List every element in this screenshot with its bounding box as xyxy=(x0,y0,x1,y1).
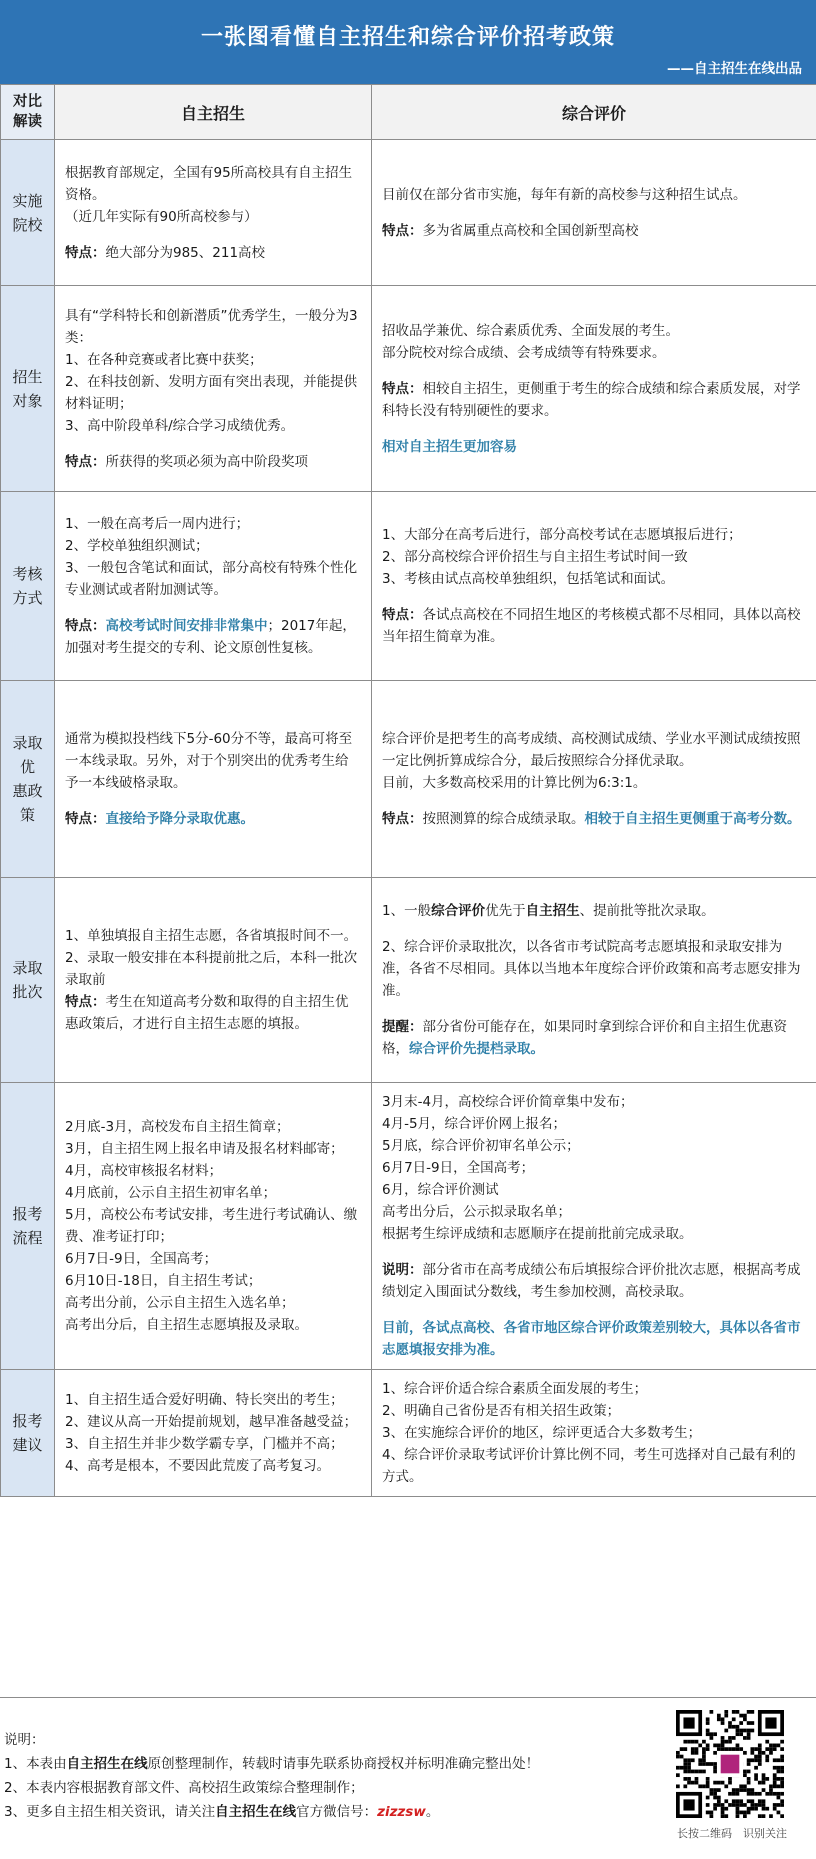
note-text: 3、更多自主招生相关资讯，请关注 xyxy=(4,1804,216,1820)
paragraph-gap xyxy=(65,601,361,615)
highlight-text: 直接给予降分录取优惠。 xyxy=(105,811,254,827)
cell-paragraph xyxy=(65,991,361,1035)
cell-left xyxy=(55,878,372,1083)
qr-code-icon[interactable] xyxy=(676,1710,784,1818)
paragraph-gap xyxy=(382,206,806,220)
feature-label: 说明： xyxy=(382,1262,423,1278)
corner-header xyxy=(1,85,55,140)
note-line xyxy=(4,1752,539,1776)
row-label-line: 建议 xyxy=(12,1436,43,1454)
highlight-text: 目前，各试点高校、各省市地区综合评价政策差别较大，具体以各省市志愿填报安排为准。 xyxy=(382,1320,801,1358)
cell-right xyxy=(372,1370,816,1497)
footer-notes xyxy=(0,1697,816,1859)
paragraph-gap xyxy=(382,922,806,936)
cell-paragraph xyxy=(382,1444,806,1488)
table-row xyxy=(1,286,816,492)
row-label xyxy=(1,1083,55,1370)
table-row xyxy=(1,140,816,286)
cell-paragraph xyxy=(65,1389,361,1411)
feature-label: 自主招生 xyxy=(525,903,580,919)
paragraph-gap xyxy=(65,228,361,242)
cell-paragraph xyxy=(65,1138,361,1160)
cell-text: 1、综合评价适合综合素质全面发展的考生； xyxy=(382,1381,648,1397)
corner-line: 对比 xyxy=(13,94,42,110)
cell-paragraph xyxy=(65,615,361,659)
cell-right xyxy=(372,140,816,286)
cell-text: 部分省市在高考成绩公布后填报综合评价批次志愿，根据高考成绩划定入围面试分数线，考生参加校测，高校录取。 xyxy=(382,1262,801,1300)
cell-text: 考生在知道高考分数和取得的自主招生优惠政策后，才进行自主招生志愿的填报。 xyxy=(65,994,349,1032)
cell-paragraph xyxy=(65,513,361,535)
cell-text: 3月末-4月，高校综合评价简章集中发布； xyxy=(382,1094,634,1110)
paragraph-gap xyxy=(382,1002,806,1016)
cell-paragraph xyxy=(382,184,806,206)
cell-paragraph xyxy=(65,1160,361,1182)
cell-right xyxy=(372,1083,816,1370)
cell-text: 1、大部分在高考后进行，部分高校考试在志愿填报后进行； xyxy=(382,527,742,543)
cell-text: 优先于 xyxy=(485,903,526,919)
cell-left xyxy=(55,681,372,878)
row-label-line: 对象 xyxy=(12,391,43,410)
table-row xyxy=(1,1370,816,1497)
cell-text: 1、单独填报自主招生志愿，各省填报时间不一。 xyxy=(65,928,358,944)
cell-paragraph xyxy=(65,451,361,473)
cell-paragraph xyxy=(65,415,361,437)
highlight-text: 高校考试时间安排非常集中 xyxy=(105,618,268,634)
cell-paragraph xyxy=(382,1223,806,1245)
note-text: 1、本表由 xyxy=(4,1756,67,1772)
cell-text: 1、一般 xyxy=(382,903,432,919)
cell-paragraph xyxy=(382,1157,806,1179)
cell-text: 通常为模拟投档线下5分-60分不等，最高可将至一本线录取。另外，对于个别突出的优秀考生给予一本线破格录取。 xyxy=(65,731,353,791)
cell-text: 1、一般在高考后一周内进行； xyxy=(65,516,250,532)
cell-paragraph xyxy=(65,162,361,206)
cell-paragraph xyxy=(382,220,806,242)
cell-paragraph xyxy=(382,1179,806,1201)
cell-paragraph xyxy=(65,206,361,228)
cell-text: 高考出分后，公示拟录取名单； xyxy=(382,1204,571,1220)
paragraph-gap xyxy=(65,437,361,451)
row-label-line: 惠政策 xyxy=(12,782,43,824)
cell-paragraph xyxy=(65,371,361,415)
cell-text: 、提前批等批次录取。 xyxy=(579,903,715,919)
row-label-line: 流程 xyxy=(12,1229,43,1247)
cell-paragraph xyxy=(382,604,806,648)
cell-text: 3、一般包含笔试和面试，部分高校有特殊个性化专业测试或者附加测试等。 xyxy=(65,560,358,598)
feature-label: 特点： xyxy=(382,380,423,397)
cell-paragraph xyxy=(65,1411,361,1433)
cell-text: 3月，自主招生网上报名申请及报名材料邮寄； xyxy=(65,1141,344,1157)
cell-text: 3、在实施综合评价的地区，综评更适合大多数考生； xyxy=(382,1425,702,1441)
cell-paragraph xyxy=(65,1455,361,1477)
row-label-line: 批次 xyxy=(12,983,43,1001)
cell-left xyxy=(55,492,372,681)
cell-text: 具有“学科特长和创新潜质”优秀学生，一般分为3类： xyxy=(65,307,358,346)
note-text: 自主招生在线 xyxy=(215,1804,297,1820)
cell-paragraph xyxy=(65,1270,361,1292)
comparison-table xyxy=(0,84,816,1497)
cell-paragraph xyxy=(65,349,361,371)
cell-paragraph xyxy=(382,378,806,422)
row-label-line: 方式 xyxy=(12,589,43,607)
cell-text: 4月，高校审核报名材料； xyxy=(65,1163,223,1179)
row-label-line: 实施 xyxy=(12,191,43,210)
cell-paragraph xyxy=(382,1113,806,1135)
cell-paragraph xyxy=(382,936,806,1002)
cell-text: 目前，大多数高校采用的计算比例为6:3:1。 xyxy=(382,775,647,791)
note-text: 。 xyxy=(425,1804,440,1820)
cell-text: 高考出分后，自主招生志愿填报及录取。 xyxy=(65,1317,308,1333)
note-line xyxy=(4,1800,539,1824)
cell-paragraph xyxy=(65,305,361,349)
feature-label: 特点： xyxy=(382,222,423,239)
page-subtitle: ——自主招生在线出品 xyxy=(667,61,802,77)
cell-paragraph xyxy=(65,925,361,947)
cell-text: 综合评价是把考生的高考成绩、高校测试成绩、学业水平测试成绩按照一定比例折算成综合分，最后按照综合分择优录取。 xyxy=(382,731,801,769)
cell-text: 2、建议从高一开始提前规划，越早准备越受益； xyxy=(65,1414,358,1430)
note-text: 自主招生在线 xyxy=(66,1756,148,1772)
table-header-row xyxy=(1,85,816,140)
row-label xyxy=(1,1370,55,1497)
cell-paragraph xyxy=(382,1317,806,1361)
paragraph-gap xyxy=(382,364,806,378)
wechat-id: zizzsw xyxy=(377,1804,426,1820)
paragraph-gap xyxy=(382,590,806,604)
row-label-line: 招生 xyxy=(12,367,43,386)
table-row xyxy=(1,878,816,1083)
cell-text: 6月7日-9日，全国高考； xyxy=(382,1160,535,1176)
cell-right xyxy=(372,492,816,681)
cell-paragraph xyxy=(65,1182,361,1204)
feature-label: 特点： xyxy=(65,453,106,470)
cell-paragraph xyxy=(65,947,361,991)
cell-paragraph xyxy=(382,1135,806,1157)
paragraph-gap xyxy=(382,1245,806,1259)
row-label-line: 报考 xyxy=(12,1412,43,1430)
note-text: 原创整理制作，转载时请事先联系协商授权并标明准确完整出处！ xyxy=(147,1756,540,1772)
row-label-line: 录取优 xyxy=(12,734,43,776)
table-row xyxy=(1,492,816,681)
row-label xyxy=(1,140,55,286)
cell-paragraph xyxy=(382,1091,806,1113)
cell-paragraph xyxy=(65,808,361,830)
row-label xyxy=(1,878,55,1083)
corner-line: 解读 xyxy=(13,114,42,130)
note-line xyxy=(4,1776,539,1800)
cell-text: 根据考生综评成绩和志愿顺序在提前批前完成录取。 xyxy=(382,1226,693,1242)
cell-paragraph xyxy=(65,728,361,794)
cell-text: 3、自主招生并非少数学霸专享，门槛并不高； xyxy=(65,1436,344,1452)
cell-text: 招收品学兼优、综合素质优秀、全面发展的考生。 xyxy=(382,322,679,339)
feature-label: 特点： xyxy=(65,994,106,1010)
row-label-line: 录取 xyxy=(12,959,43,977)
cell-paragraph xyxy=(382,568,806,590)
cell-text: 6月10日-18日，自主招生考试； xyxy=(65,1273,262,1289)
cell-paragraph xyxy=(65,535,361,557)
cell-text: 6月，综合评价测试 xyxy=(382,1182,499,1198)
cell-paragraph xyxy=(382,342,806,364)
cell-left xyxy=(55,1083,372,1370)
cell-right xyxy=(372,286,816,492)
cell-paragraph xyxy=(382,728,806,772)
cell-left xyxy=(55,286,372,492)
feature-label: 特点： xyxy=(65,618,106,634)
cell-text: 3、高中阶段单科/综合学习成绩优秀。 xyxy=(65,417,295,434)
row-label-line: 报考 xyxy=(12,1205,43,1223)
cell-right xyxy=(372,681,816,878)
highlight-text: 相对自主招生更加容易 xyxy=(382,438,517,455)
cell-text: 1、自主招生适合爱好明确、特长突出的考生； xyxy=(65,1392,344,1408)
paragraph-gap xyxy=(65,794,361,808)
paragraph-gap xyxy=(382,794,806,808)
cell-paragraph xyxy=(382,772,806,794)
cell-text: 5月，高校公布考试安排，考生进行考试确认、缴费、准考证打印； xyxy=(65,1207,358,1245)
cell-text: 相较自主招生，更侧重于考生的综合成绩和综合素质发展，对学科特长没有特别硬性的要求。 xyxy=(382,380,801,419)
cell-paragraph xyxy=(382,900,806,922)
feature-label: 特点： xyxy=(382,607,423,623)
cell-paragraph xyxy=(65,557,361,601)
cell-text: 各试点高校在不同招生地区的考核模式都不尽相同，具体以高校当年招生简章为准。 xyxy=(382,607,801,645)
column-header-right: 综合评价 xyxy=(372,85,816,140)
cell-text: 1、在各种竞赛或者比赛中获奖； xyxy=(65,351,263,368)
cell-paragraph xyxy=(65,1292,361,1314)
cell-left xyxy=(55,1370,372,1497)
cell-text: 4月底前，公示自主招生初审名单； xyxy=(65,1185,277,1201)
cell-paragraph xyxy=(382,1378,806,1400)
cell-text: 目前仅在部分省市实施，每年有新的高校参与这种招生试点。 xyxy=(382,186,747,203)
cell-text: 6月7日-9日，全国高考； xyxy=(65,1251,218,1267)
paragraph-gap xyxy=(382,1303,806,1317)
cell-text: 2月底-3月，高校发布自主招生简章； xyxy=(65,1119,290,1135)
cell-text: 多为省属重点高校和全国创新型高校 xyxy=(422,222,639,239)
feature-label: 综合评价 xyxy=(431,903,486,919)
feature-label: 特点： xyxy=(65,811,106,827)
notes-heading: 说明： xyxy=(4,1732,45,1748)
cell-text: ；2017年起，加强对考生提交的专利、论文原创性复核。 xyxy=(65,618,356,656)
row-label-line: 院校 xyxy=(12,215,43,234)
cell-text: 5月底，综合评价初审名单公示； xyxy=(382,1138,580,1154)
row-label xyxy=(1,286,55,492)
cell-paragraph xyxy=(382,436,806,458)
row-label xyxy=(1,492,55,681)
cell-text: 2、在科技创新、发明方面有突出表现，并能提供材料证明； xyxy=(65,373,358,412)
cell-paragraph xyxy=(382,320,806,342)
cell-paragraph xyxy=(382,808,806,830)
note-text: 2、本表内容根据教育部文件、高校招生政策综合整理制作； xyxy=(4,1780,364,1796)
feature-label: 提醒： xyxy=(382,1019,423,1035)
cell-text: 按照测算的综合成绩录取。 xyxy=(422,811,585,827)
cell-text: 2、部分高校综合评价招生与自主招生考试时间一致 xyxy=(382,549,688,565)
cell-text: 部分省份可能存在，如果同时拿到综合评价和自主招生优惠资格， xyxy=(382,1019,787,1057)
table-row xyxy=(1,1083,816,1370)
cell-paragraph xyxy=(65,1433,361,1455)
highlight-text: 相较于自主招生更侧重于高考分数。 xyxy=(584,811,801,827)
table-row xyxy=(1,681,816,878)
cell-paragraph xyxy=(65,1116,361,1138)
cell-paragraph xyxy=(65,1314,361,1336)
cell-text: 2、明确自己省份是否有相关招生政策； xyxy=(382,1403,621,1419)
row-label xyxy=(1,681,55,878)
cell-paragraph xyxy=(382,1201,806,1223)
column-header-left: 自主招生 xyxy=(55,85,372,140)
cell-paragraph xyxy=(65,242,361,264)
cell-text: 4、综合评价录取考试评价计算比例不同，考生可选择对自己最有利的方式。 xyxy=(382,1447,796,1485)
row-label-line: 考核 xyxy=(12,565,43,583)
header-banner xyxy=(0,0,816,84)
cell-text: （近几年实际有90所高校参与） xyxy=(65,208,258,225)
cell-text: 2、综合评价录取批次，以各省市考试院高考志愿填报和录取安排为准，各省不尽相同。具体以当地本年度综合评价政策和高考志愿安排为准。 xyxy=(382,939,801,999)
cell-paragraph xyxy=(65,1204,361,1248)
cell-text: 绝大部分为985、211高校 xyxy=(105,244,266,261)
cell-text: 所获得的奖项必须为高中阶段奖项 xyxy=(105,453,308,470)
feature-label: 特点： xyxy=(65,244,106,261)
cell-text: 4、高考是根本，不要因此荒废了高考复习。 xyxy=(65,1458,331,1474)
page-title: 一张图看懂自主招生和综合评价招考政策 xyxy=(200,25,615,50)
cell-paragraph xyxy=(382,1016,806,1060)
cell-text: 4月-5月，综合评价网上报名； xyxy=(382,1116,567,1132)
paragraph-gap xyxy=(382,422,806,436)
cell-text: 2、录取一般安排在本科提前批之后，本科一批次录取前 xyxy=(65,950,358,988)
cell-paragraph xyxy=(382,546,806,568)
note-text: 官方微信号： xyxy=(296,1804,378,1820)
highlight-text: 综合评价先提档录取。 xyxy=(409,1041,544,1057)
cell-text: 2、学校单独组织测试； xyxy=(65,538,209,554)
cell-text: 高考出分前，公示自主招生入选名单； xyxy=(65,1295,295,1311)
cell-paragraph xyxy=(382,1422,806,1444)
cell-right xyxy=(372,878,816,1083)
cell-paragraph xyxy=(382,1259,806,1303)
cell-left xyxy=(55,140,372,286)
cell-paragraph xyxy=(65,1248,361,1270)
feature-label: 特点： xyxy=(382,811,423,827)
qr-caption: 长按二维码 识别关注 xyxy=(677,1827,787,1840)
cell-paragraph xyxy=(382,524,806,546)
cell-paragraph xyxy=(382,1400,806,1422)
cell-text: 3、考核由试点高校单独组织，包括笔试和面试。 xyxy=(382,571,675,587)
notes-list xyxy=(4,1728,539,1824)
cell-text: 部分院校对综合成绩、会考成绩等有特殊要求。 xyxy=(382,344,666,361)
cell-text: 根据教育部规定，全国有95所高校具有自主招生资格。 xyxy=(65,164,353,203)
